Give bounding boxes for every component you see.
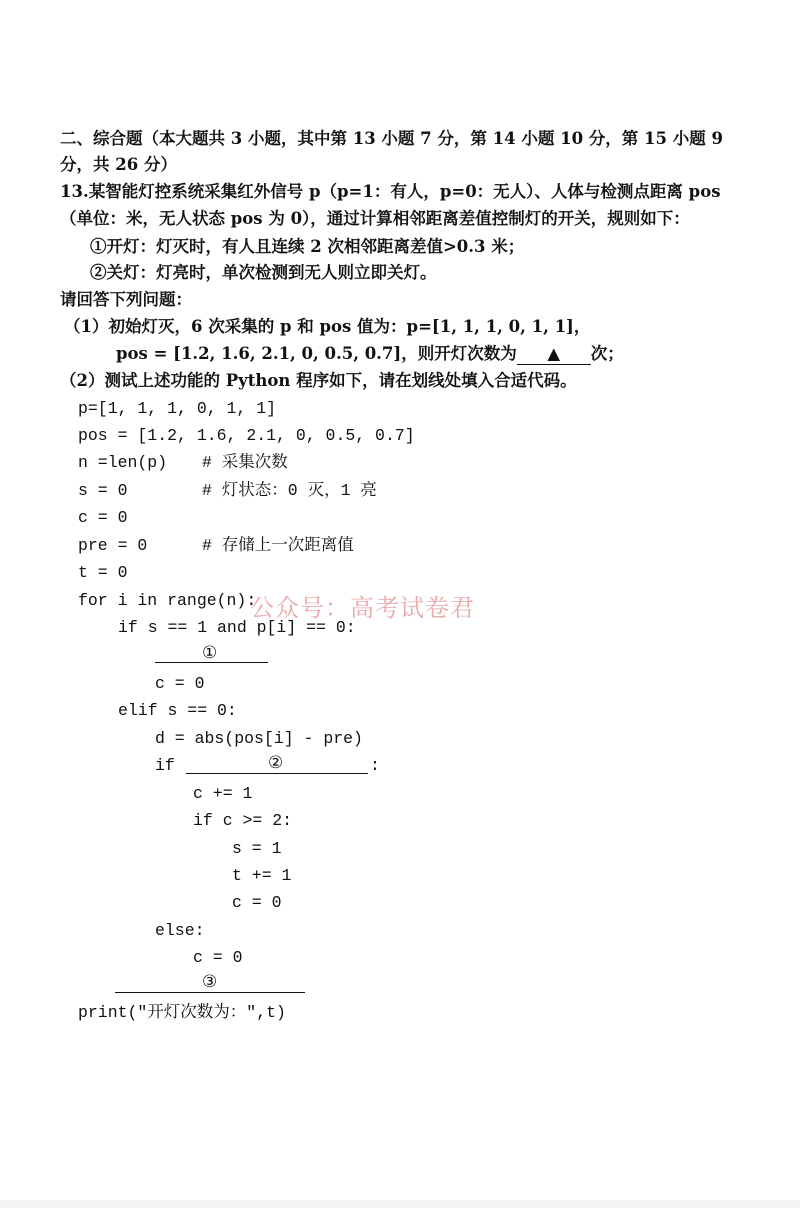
section-heading-line1: 二、综合题（本大题共 3 小题，其中第 13 小题 7 分，第 14 小题 10 分，第 15 小题 9 [60,129,723,148]
watermark-text: 公众号：高考试卷君 [250,594,475,622]
part2-instruction: （2）测试上述功能的 Python 程序如下，请在划线处填入合适代码。 [60,371,577,390]
code-line: t += 1 [232,866,292,885]
code-line: pos = [1.2, 1.6, 2.1, 0, 0.5, 0.7] [78,426,415,445]
code-line: p=[1, 1, 1, 0, 1, 1] [78,399,277,418]
code-line: for i in range(n): [78,591,257,610]
part1-line1: （1）初始灯灭，6 次采集的 p 和 pos 值为：p=[1, 1, 1, 0, 1, 1]， [64,317,591,336]
code-line: print("开灯次数为：",t) [78,1003,286,1022]
page-bottom-edge [0,1200,800,1208]
question-stem-line1: 13.某智能灯控系统采集红外信号 p（p=1：有人，p=0：无人）、人体与检测点距离 pos [60,182,721,201]
blank-2-marker: ② [268,753,284,773]
code-line: c = 0 [232,893,282,912]
answer-prompt: 请回答下列问题： [60,290,192,309]
section-heading-line2: 分，共 26 分） [60,155,177,174]
code-comment: # 灯状态：0 灭，1 亮 [202,481,377,500]
rule-turn-off: ②关灯：灯亮时，单次检测到无人则立即关灯。 [90,263,437,282]
code-line: d = abs(pos[i] - pre) [155,729,363,748]
part1-line2 [116,343,624,365]
code-line: s = 0 [78,481,128,500]
code-line: c += 1 [193,784,253,803]
code-line: else: [155,921,205,940]
blank-3-line [115,992,305,993]
question-stem-line2: （单位：米，无人状态 pos 为 0），通过计算相邻距离差值控制灯的开关，规则如下： [60,209,690,228]
code-line: elif s == 0: [118,701,237,720]
code-line: if [155,756,175,775]
blank-2-line [186,773,368,774]
code-line: if c >= 2: [193,811,293,830]
code-line: c = 0 [78,508,128,527]
code-line: t = 0 [78,563,128,582]
code-line: c = 0 [155,674,205,693]
code-line: : [370,756,380,775]
rule-turn-on: ①开灯：灯灭时，有人且连续 2 次相邻距离差值>0.3 米； [90,237,525,256]
blank-1-marker: ① [202,643,218,663]
part1-line2-text: pos = [1.2, 1.6, 2.1, 0, 0.5, 0.7]，则开灯次数为 [116,344,517,363]
blank-3-marker: ③ [202,972,218,992]
part1-unit: 次； [590,344,624,363]
code-comment: # 存储上一次距离值 [202,536,354,555]
code-line: s = 1 [232,839,282,858]
part1-answer-blank: ▲ [517,344,591,365]
code-line: c = 0 [193,948,243,967]
code-line: n =len(p) [78,453,168,472]
code-line: pre = 0 [78,536,148,555]
code-comment: # 采集次数 [202,453,288,472]
code-line: if s == 1 and p[i] == 0: [118,618,356,637]
